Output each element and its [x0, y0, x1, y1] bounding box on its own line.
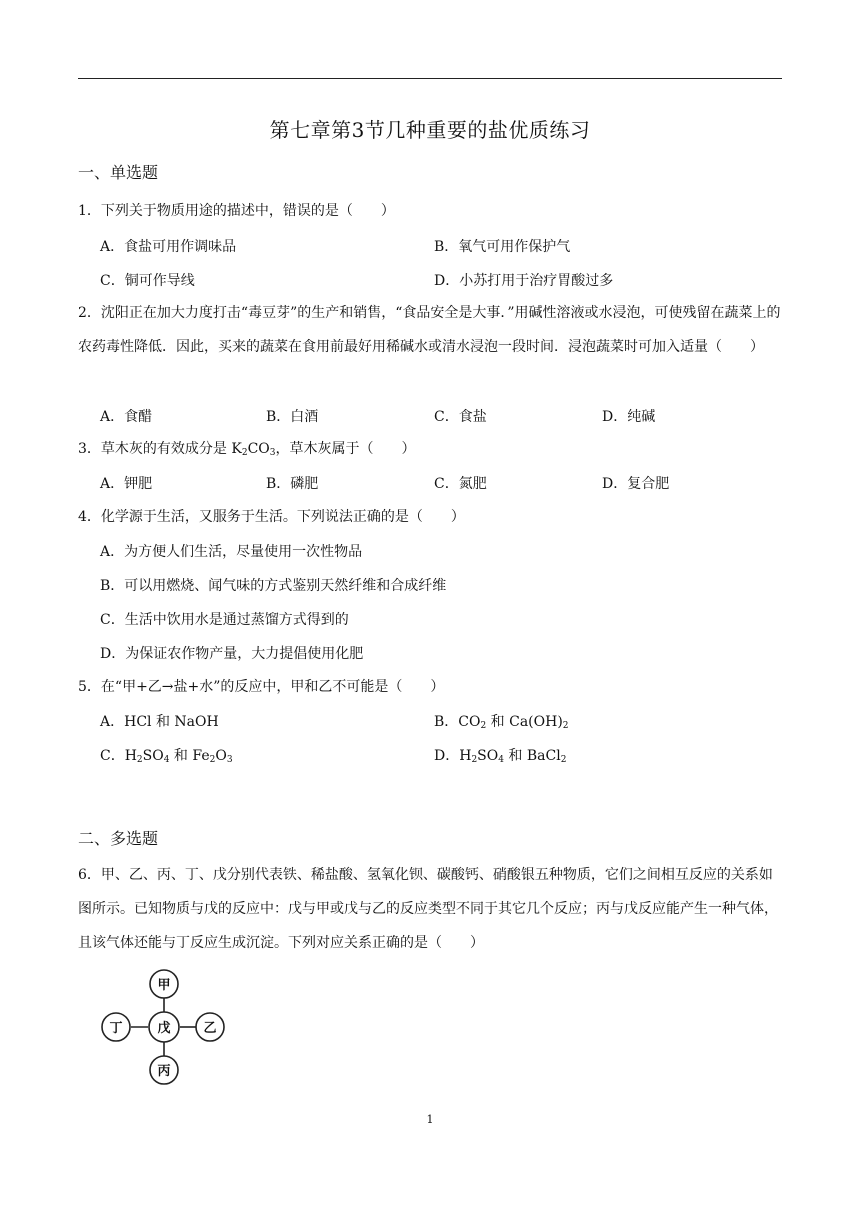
q3-option-d: D．复合肥 [602, 476, 670, 492]
q3-option-b: B．磷肥 [266, 476, 319, 492]
q3-option-a: A．钾肥 [100, 476, 153, 492]
q1-option-a: A．食盐可用作调味品 [100, 239, 237, 255]
question-4-stem: 4．化学源于生活，又服务于生活。下列说法正确的是（ ） [78, 509, 465, 525]
reaction-diagram [96, 968, 232, 1088]
q2-option-d: D．纯碱 [602, 409, 656, 425]
q1-option-d: D．小苏打用于治疗胃酸过多 [434, 273, 614, 289]
question-3-stem: 3．草木灰的有效成分是 $K_2CO_3$，草木灰属于（ ） [78, 441, 416, 458]
q4-option-c: C．生活中饮用水是通过蒸馏方式得到的 [100, 612, 349, 628]
page-number: 1 [426, 1113, 434, 1126]
node-bottom-label: 丙 [157, 1064, 171, 1079]
page-title: 第七章第3节几种重要的盐优质练习 [269, 118, 591, 142]
q4-option-b: B．可以用燃烧、闻气味的方式鉴别天然纤维和合成纤维 [100, 578, 447, 594]
q2-option-c: C．食盐 [434, 409, 487, 425]
question-5-stem: 5．在“甲+乙→盐+水”的反应中，甲和乙不可能是（ ） [78, 679, 445, 695]
section-multi-choice: 二、多选题 [78, 829, 159, 848]
q4-option-a: A．为方便人们生活，尽量使用一次性物品 [100, 544, 363, 560]
q5-option-b: B．$CO_2$ 和 $Ca(OH)_2$ [434, 714, 569, 731]
q3-option-c: C．氮肥 [434, 476, 487, 492]
q1-option-c: C．铜可作导线 [100, 273, 195, 289]
q5-option-d: D．$H_2SO_4$ 和 BaCl$_2$ [434, 748, 567, 765]
q2-option-a: A．食醋 [100, 409, 153, 425]
q2-option-b: B．白酒 [266, 409, 319, 425]
q1-option-b: B．氧气可用作保护气 [434, 239, 571, 255]
q5-option-c: C．$H_2SO_4$ 和 $Fe_2O_3$ [100, 748, 233, 765]
node-center-label: 戊 [157, 1021, 171, 1036]
section-single-choice: 一、单选题 [78, 163, 159, 182]
node-left-label: 丁 [109, 1021, 123, 1036]
question-1-stem: 1．下列关于物质用途的描述中，错误的是（ ） [78, 203, 395, 219]
q4-option-d: D．为保证农作物产量，大力提倡使用化肥 [100, 646, 364, 662]
header-rule [78, 78, 782, 79]
node-top-label: 甲 [157, 978, 171, 993]
q5-option-a: A．HCl 和 NaOH [100, 714, 219, 730]
node-right-label: 乙 [203, 1021, 217, 1036]
question-2-stem: 2．沈阳正在加大力度打击“毒豆芽”的生产和销售，“食品安全是大事．”用碱性溶液或水浸泡，可使残留在蔬菜上的农药毒性降低．因此，买来的蔬菜在食用前最好用稀碱水或清水浸泡一段时间．浸泡蔬菜时可加入适量（ ） [78, 305, 781, 355]
question-6-stem: 6．甲、乙、丙、丁、戊分别代表铁、稀盐酸、氢氧化钡、碳酸钙、硝酸银五种物质，它们之间相互反应的关系如图所示。已知物质与戊的反应中：戊与甲或戊与乙的反应类型不同于其它几个反应；丙与戊反应能产生一种气体，且该气体还能与丁反应生成沉淀。下列对应关系正确的是（ ） [78, 867, 778, 951]
